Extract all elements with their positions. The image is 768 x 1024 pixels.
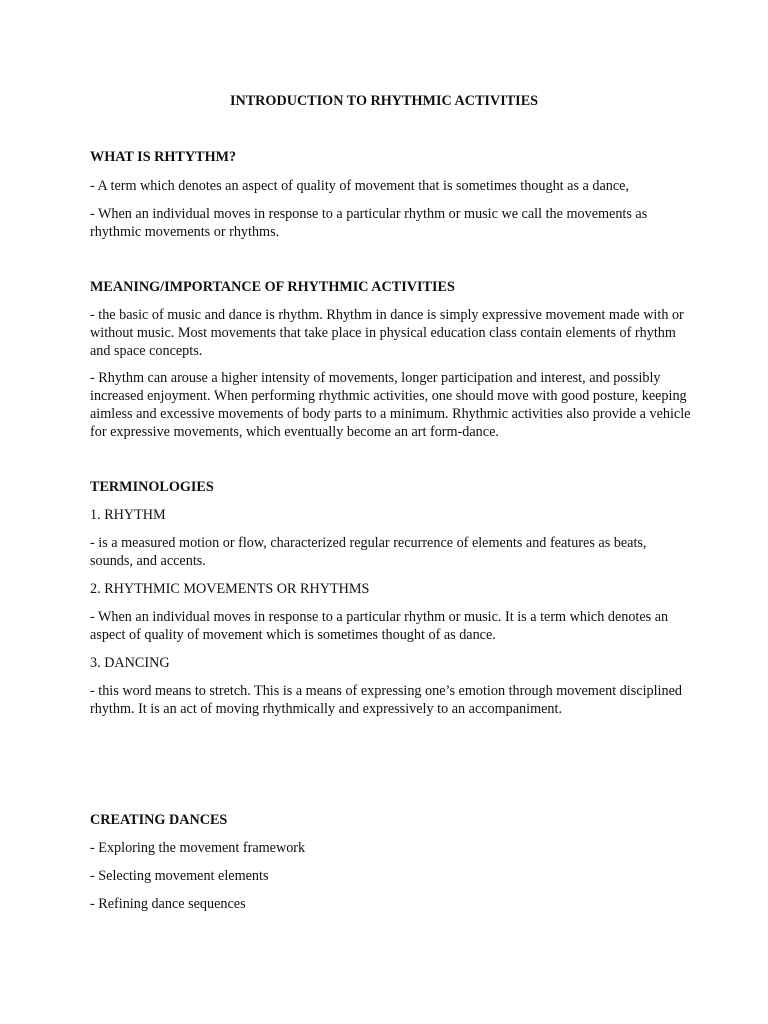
text-line: - the basic of music and dance is rhythm. Rhythm in dance is simply expressive movement made with or bbox=[90, 307, 684, 323]
text-line: increased enjoyment. When performing rhythmic activities, one should move with good posture, keeping bbox=[90, 388, 687, 404]
text-line: without music. Most movements that take place in physical education class contain elements of rhythm bbox=[90, 325, 676, 341]
term-label-dancing bbox=[90, 654, 682, 672]
list-item bbox=[90, 867, 682, 885]
text-line: - Refining dance sequences bbox=[90, 896, 246, 912]
text-line: - Exploring the movement framework bbox=[90, 840, 306, 856]
text-line: aimless and excessive movements of body parts to a minimum. Rhythmic activities also provide a vehicle bbox=[90, 406, 691, 422]
text-line: - is a measured motion or flow, characterized regular recurrence of elements and features as beats, bbox=[90, 535, 647, 551]
text-line: and space concepts. bbox=[90, 343, 203, 359]
text-line: - Selecting movement elements bbox=[90, 868, 269, 884]
section-heading-meaning-importance: MEANING/IMPORTANCE OF RHYTHMIC ACTIVITIES bbox=[90, 279, 455, 295]
text-line: rhythm. It is an act of moving rhythmically and expressively to an accompaniment. bbox=[90, 701, 563, 717]
term-definition-rhythmic-movements bbox=[90, 608, 682, 644]
text-line: - When an individual moves in response to a particular rhythm or music we call the movements as bbox=[90, 206, 648, 222]
list-item bbox=[90, 839, 682, 857]
text-line: 1. RHYTHM bbox=[90, 507, 166, 523]
text-line: - When an individual moves in response to a particular rhythm or music. It is a term which denotes an bbox=[90, 609, 669, 625]
text-line: rhythmic movements or rhythms. bbox=[90, 224, 280, 240]
text-line: aspect of quality of movement which is sometimes thought of as dance. bbox=[90, 627, 496, 643]
paragraph-rhythm-arouses bbox=[90, 369, 691, 441]
paragraph-rhythmic-movements bbox=[90, 205, 682, 241]
text-line: - A term which denotes an aspect of quality of movement that is sometimes thought as a dance, bbox=[90, 178, 629, 194]
section-heading-terminologies: TERMINOLOGIES bbox=[90, 479, 214, 495]
text-line: for expressive movements, which eventually become an art form-dance. bbox=[90, 424, 499, 440]
section-heading-what-is-rhythm: WHAT IS RHTYTHM? bbox=[90, 149, 237, 165]
paragraph-basic-of-music bbox=[90, 306, 682, 360]
text-line: 2. RHYTHMIC MOVEMENTS OR RHYTHMS bbox=[90, 581, 370, 597]
text-line: 3. DANCING bbox=[90, 655, 170, 671]
list-item bbox=[90, 895, 682, 913]
text-line: sounds, and accents. bbox=[90, 553, 206, 569]
document-title: INTRODUCTION TO RHYTHMIC ACTIVITIES bbox=[229, 93, 539, 109]
term-definition-dancing bbox=[90, 682, 682, 718]
text-line: - this word means to stretch. This is a means of expressing one’s emotion through movement disciplined bbox=[90, 683, 682, 699]
section-heading-creating-dances: CREATING DANCES bbox=[90, 812, 228, 828]
paragraph-rhythm-definition bbox=[90, 177, 682, 195]
term-definition-rhythm bbox=[90, 534, 682, 570]
term-label-rhythmic-movements bbox=[90, 580, 682, 598]
text-line: - Rhythm can arouse a higher intensity of movements, longer participation and interest, and possibly bbox=[90, 370, 661, 386]
term-label-rhythm bbox=[90, 506, 682, 524]
